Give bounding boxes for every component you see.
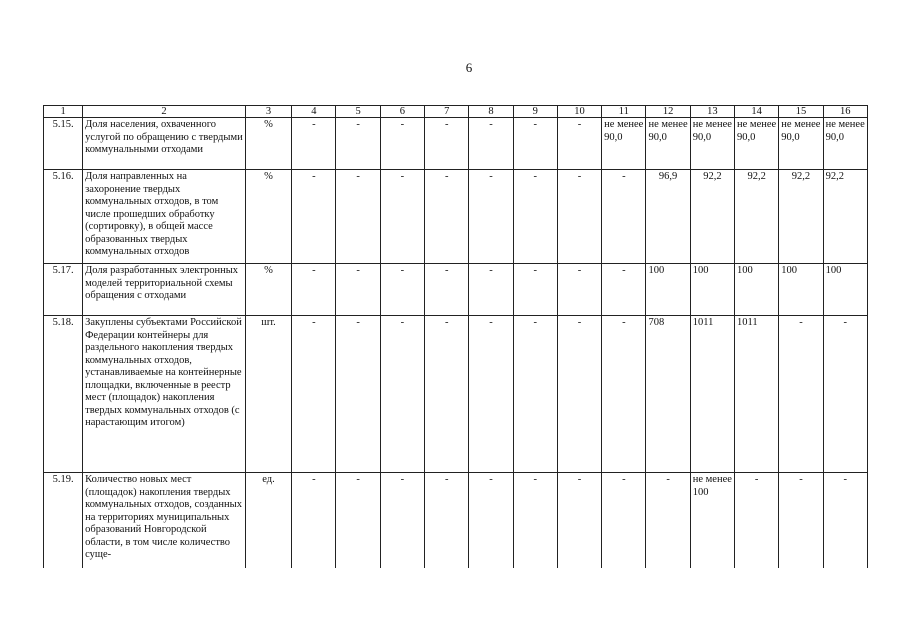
row-value: - bbox=[557, 170, 601, 264]
row-value: - bbox=[425, 316, 469, 473]
row-value: - bbox=[557, 316, 601, 473]
header-cell: 15 bbox=[779, 106, 823, 118]
row-value: 100 bbox=[690, 264, 734, 316]
row-value: 1011 bbox=[690, 316, 734, 473]
header-cell: 10 bbox=[557, 106, 601, 118]
row-value: - bbox=[292, 118, 336, 170]
row-value: - bbox=[823, 316, 867, 473]
header-cell: 16 bbox=[823, 106, 867, 118]
row-value: 92,2 bbox=[735, 170, 779, 264]
row-value: 100 bbox=[779, 264, 823, 316]
row-value: - bbox=[380, 316, 424, 473]
table-row bbox=[44, 473, 868, 569]
row-value: - bbox=[425, 170, 469, 264]
row-value: - bbox=[779, 316, 823, 473]
row-unit: % bbox=[245, 170, 291, 264]
row-value: - bbox=[513, 118, 557, 170]
header-cell: 4 bbox=[292, 106, 336, 118]
row-value: 92,2 bbox=[690, 170, 734, 264]
row-description: Доля населения, охваченного услугой по обращению с твердыми коммунальными отходами bbox=[83, 118, 246, 170]
row-value: - bbox=[602, 170, 646, 264]
header-cell: 2 bbox=[83, 106, 246, 118]
row-value: - bbox=[469, 118, 513, 170]
row-value: - bbox=[292, 316, 336, 473]
row-value: - bbox=[513, 473, 557, 569]
table-row bbox=[44, 170, 868, 264]
row-value: - bbox=[336, 118, 380, 170]
row-number: 5.16. bbox=[44, 170, 83, 264]
header-cell: 1 bbox=[44, 106, 83, 118]
row-value: не менее 100 bbox=[690, 473, 734, 569]
row-value: не менее 90,0 bbox=[646, 118, 690, 170]
row-value: 100 bbox=[735, 264, 779, 316]
header-cell: 14 bbox=[735, 106, 779, 118]
row-value: 96,9 bbox=[646, 170, 690, 264]
row-value: - bbox=[779, 473, 823, 569]
row-value: - bbox=[380, 264, 424, 316]
header-cell: 5 bbox=[336, 106, 380, 118]
row-value: - bbox=[823, 473, 867, 569]
row-value: - bbox=[557, 473, 601, 569]
row-value: - bbox=[557, 264, 601, 316]
row-value: не менее 90,0 bbox=[690, 118, 734, 170]
row-value: - bbox=[469, 170, 513, 264]
row-number: 5.17. bbox=[44, 264, 83, 316]
indicators-table bbox=[43, 105, 868, 568]
row-description: Закуплены субъектами Российской Федерации контейнеры для раздельного накопления твердых коммунальных отходов, устанавливаемые на контейнерные площадки, включенные в реестр мест (площадок) накопления твердых коммунальных отходов (с нарастающим итогом) bbox=[83, 316, 246, 473]
page-number: 6 bbox=[465, 60, 473, 75]
row-unit: шт. bbox=[245, 316, 291, 473]
row-value: - bbox=[646, 473, 690, 569]
row-value: - bbox=[469, 473, 513, 569]
header-cell: 7 bbox=[425, 106, 469, 118]
row-value: - bbox=[380, 473, 424, 569]
row-value: - bbox=[513, 264, 557, 316]
header-cell: 3 bbox=[245, 106, 291, 118]
table-body bbox=[44, 118, 868, 569]
header-cell: 12 bbox=[646, 106, 690, 118]
row-value: не менее 90,0 bbox=[823, 118, 867, 170]
row-value: - bbox=[336, 473, 380, 569]
row-value: - bbox=[557, 118, 601, 170]
row-value: - bbox=[513, 170, 557, 264]
row-value: - bbox=[735, 473, 779, 569]
header-cell: 13 bbox=[690, 106, 734, 118]
row-value: 92,2 bbox=[779, 170, 823, 264]
row-value: - bbox=[602, 264, 646, 316]
row-unit: ед. bbox=[245, 473, 291, 569]
row-description: Доля разработанных электронных моделей территориальной схемы обращения с отходами bbox=[83, 264, 246, 316]
header-row bbox=[44, 106, 868, 118]
table-row bbox=[44, 118, 868, 170]
header-cell: 9 bbox=[513, 106, 557, 118]
row-value: - bbox=[380, 118, 424, 170]
header-cell: 6 bbox=[380, 106, 424, 118]
row-value: - bbox=[469, 316, 513, 473]
row-value: 100 bbox=[823, 264, 867, 316]
row-description: Доля направленных на захоронение твердых коммунальных отходов, в том числе прошедших обработку (сортировку), в общей массе образованных твердых коммунальных отходов bbox=[83, 170, 246, 264]
row-value: 1011 bbox=[735, 316, 779, 473]
row-value: 92,2 bbox=[823, 170, 867, 264]
row-value: - bbox=[292, 473, 336, 569]
row-value: - bbox=[425, 473, 469, 569]
row-value: 100 bbox=[646, 264, 690, 316]
row-value: - bbox=[336, 170, 380, 264]
row-value: - bbox=[602, 473, 646, 569]
row-value: - bbox=[602, 316, 646, 473]
row-value: - bbox=[336, 264, 380, 316]
row-value: не менее 90,0 bbox=[779, 118, 823, 170]
row-value: - bbox=[292, 264, 336, 316]
row-value: не менее 90,0 bbox=[602, 118, 646, 170]
table-row bbox=[44, 316, 868, 473]
row-value: 708 bbox=[646, 316, 690, 473]
row-value: - bbox=[292, 170, 336, 264]
row-unit: % bbox=[245, 264, 291, 316]
header-cell: 8 bbox=[469, 106, 513, 118]
row-value: - bbox=[425, 264, 469, 316]
row-description: Количество новых мест (площадок) накопления твердых коммунальных отходов, созданных на территориях муниципальных образований Новгородской области, в том числе количество суще- bbox=[83, 473, 246, 569]
table-header bbox=[44, 106, 868, 118]
header-cell: 11 bbox=[602, 106, 646, 118]
row-value: не менее 90,0 bbox=[735, 118, 779, 170]
row-value: - bbox=[425, 118, 469, 170]
row-number: 5.18. bbox=[44, 316, 83, 473]
row-value: - bbox=[513, 316, 557, 473]
row-value: - bbox=[469, 264, 513, 316]
table-row bbox=[44, 264, 868, 316]
row-number: 5.19. bbox=[44, 473, 83, 569]
row-value: - bbox=[380, 170, 424, 264]
row-value: - bbox=[336, 316, 380, 473]
row-number: 5.15. bbox=[44, 118, 83, 170]
row-unit: % bbox=[245, 118, 291, 170]
